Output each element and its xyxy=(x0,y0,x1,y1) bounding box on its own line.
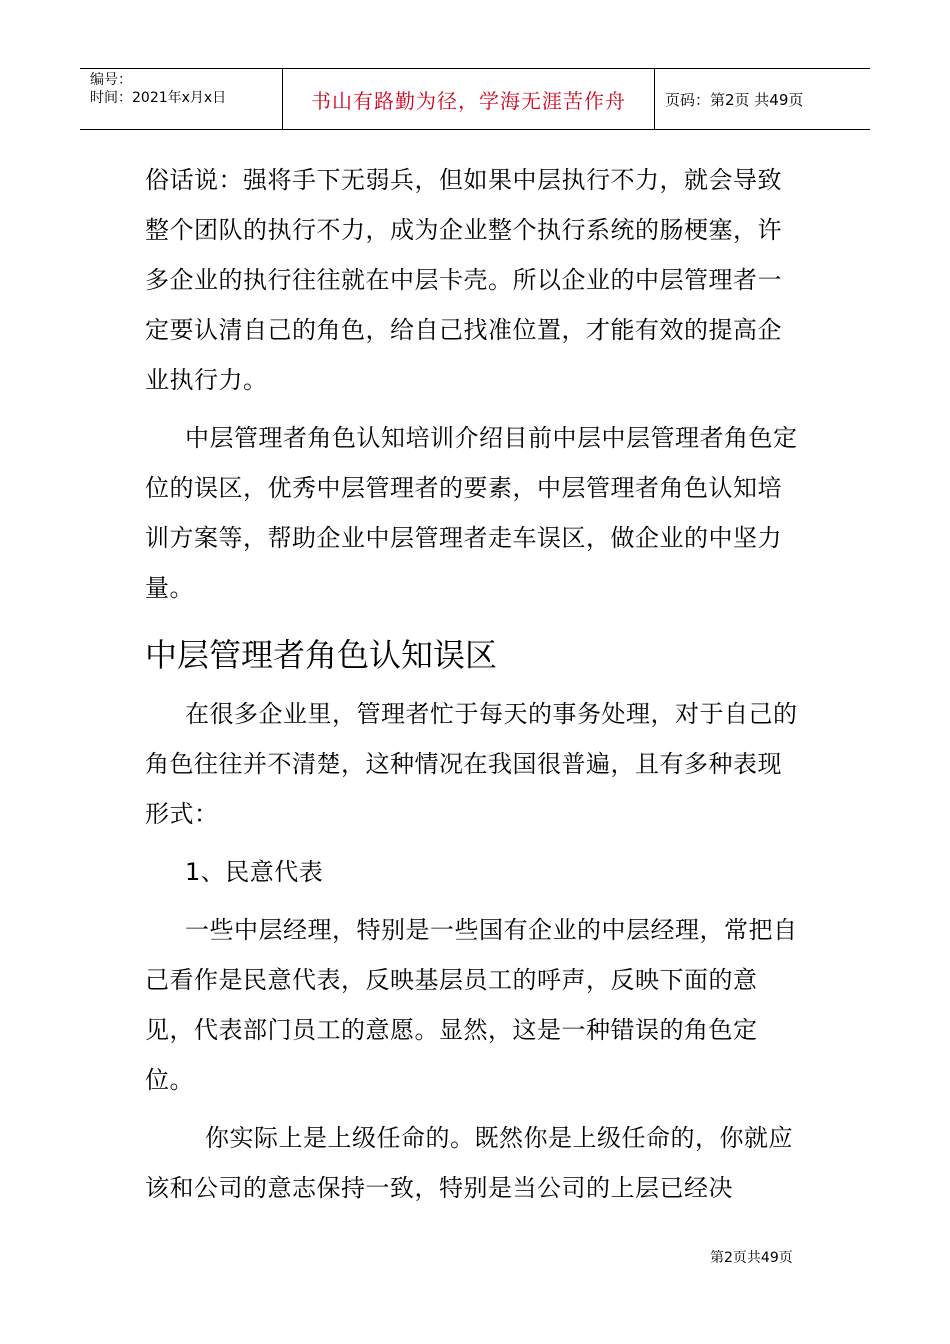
paragraph-5: 你实际上是上级任命的。既然你是上级任命的，你就应该和公司的意志保持一致，特别是当公司的上层已经决 xyxy=(145,1124,793,1202)
page-footer: 第2页共49页 xyxy=(710,1250,793,1266)
list-item-1: 1、民意代表 xyxy=(185,858,324,886)
paragraph-2: 中层管理者角色认知培训介绍目前中层中层管理者角色定位的误区，优秀中层管理者的要素，中层管理者角色认知培训方案等，帮助企业中层管理者走车误区，做企业的中坚力量。 xyxy=(145,424,798,602)
paragraph-3: 在很多企业里，管理者忙于每天的事务处理，对于自己的角色往往并不清楚，这种情况在我国很普遍，且有多种表现形式： xyxy=(145,700,798,828)
header-page-info: 页码：第2页 共49页 xyxy=(665,90,804,109)
paragraph-1: 俗话说：强将手下无弱兵，但如果中层执行不力，就会导致整个团队的执行不力，成为企业整个执行系统的肠梗塞，许多企业的执行往往就在中层卡壳。所以企业的中层管理者一定要认清自己的角色，给自己找准位置，才能有效的提高企业执行力。 xyxy=(145,166,782,394)
document-body xyxy=(145,155,805,1213)
section-heading: 中层管理者角色认知误区 xyxy=(145,636,498,674)
number-label: 编号： xyxy=(90,72,132,88)
time-label: 时间：2021年x月x日 xyxy=(90,90,227,106)
header-meta xyxy=(80,69,283,129)
paragraph-4: 一些中层经理，特别是一些国有企业的中层经理，常把自己看作是民意代表，反映基层员工的呼声，反映下面的意见，代表部门员工的意愿。显然，这是一种错误的角色定位。 xyxy=(145,916,798,1094)
header-motto: 书山有路勤为径，学海无涯苦作舟 xyxy=(283,69,655,129)
page-header xyxy=(80,68,870,130)
